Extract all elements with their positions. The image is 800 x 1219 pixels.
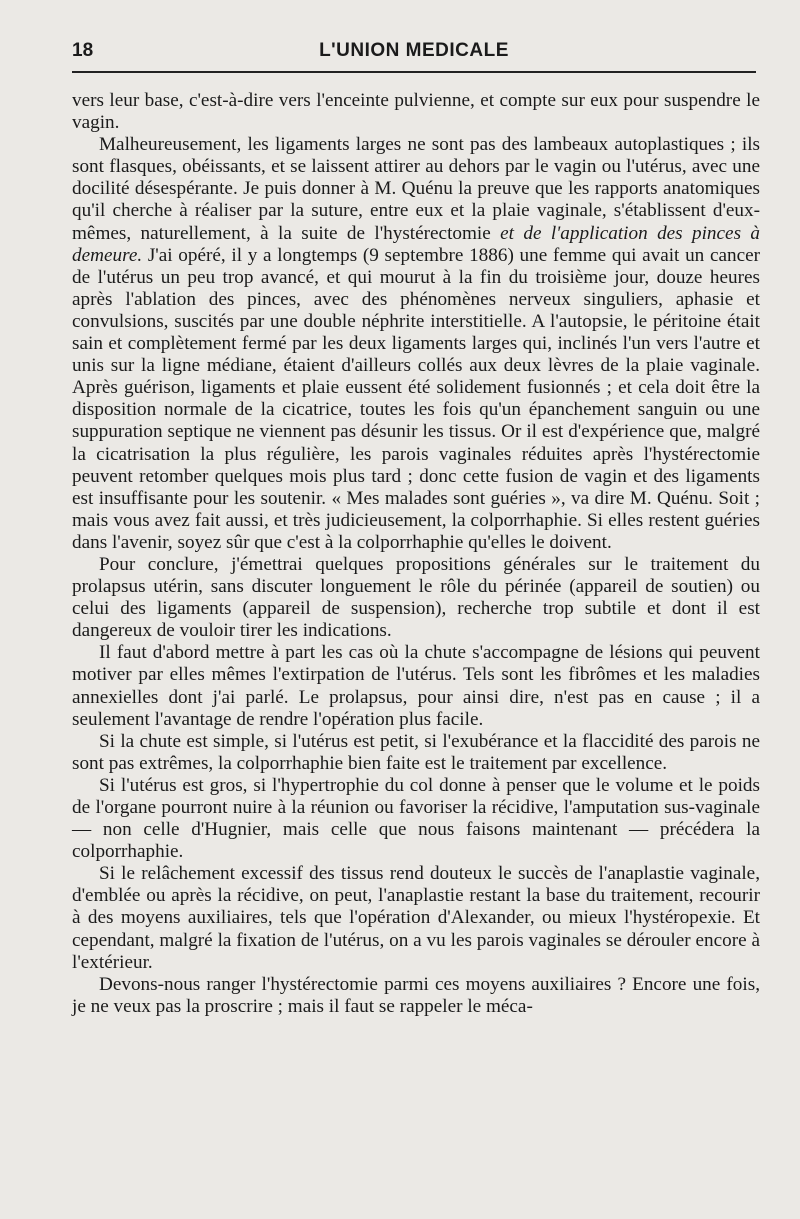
paragraph [72,863,760,973]
text-run: Pour conclure, j'émettrai quelques propositions générales sur le traitement du prolapsus utérin, sans discuter longuement le rôle du périnée (appareil de soutien) ou celui des ligaments (appareil de suspension), recherche trop subtile et dont il est dangereux de vouloir tirer les indications. [72,553,760,642]
text-run: Si le relâchement excessif des tissus rend douteux le succès de l'anaplastie vaginale, d'emblée ou après la récidive, on peut, l'anaplastie restant la base du traitement, recourir à des moyens auxiliaires, tels que l'opération d'Alexander, ou mieux l'hystéropexie. Et cependant, malgré la fixation de l'utérus, on a vu les parois vaginales se dérouler encore à l'extérieur. [72,863,760,973]
text-run: J'ai opéré, il y a longtemps (9 septembre 1886) une femme qui avait un cancer de l'utérus un peu trop avancé, et qui mourut à la fin du troisième jour, douze heures après l'ablation des pinces, avec des phénomènes nerveux singuliers, aphasie et convulsions, suscités par une double néphrite interstitielle. A l'autopsie, le péritoine était sain et complètement fermé par les deux ligaments larges qui, inclinés l'un vers l'autre et unis sur la ligne médiane, étaient d'ailleurs collés aux deux lèvres de la plaie vaginale. Après guérison, ligaments et plaie eussent été solidement fusionnés ; et cela doit être la disposition normale de la cicatrice, toutes les fois qu'un épanchement sanguin ou une suppuration septique ne viennent pas désunir les tissus. Or il est d'expérience que, malgré la cicatrisation la plus régulière, les parois vaginales réduites après l'hystérectomie peuvent retomber quelques mois plus tard ; donc cette fusion de vagin et des ligaments est insuffisante pour les soutenir. « Mes malades sont guéries », va dire M. Quénu. Soit ; mais vous avez fait aussi, et très judicieusement, la colporrhaphie. Si elles restent guéries dans l'avenir, soyez sûr que c'est à la colporrhaphie qu'elles le doivent. [72,244,760,553]
text-run: Il faut d'abord mettre à part les cas où la chute s'accompagne de lésions qui peuvent motiver par elles mêmes l'extirpation de l'utérus. Tels sont les fibrômes et les maladies annexielles dont j'ai parlé. Le prolapsus, pour ainsi dire, n'est pas en cause ; il a seulement l'avantage de rendre l'opération plus facile. [72,642,760,730]
paragraph [72,90,760,134]
paragraph [72,554,760,642]
text-run: Devons-nous ranger l'hystérectomie parmi ces moyens auxiliaires ? Encore une fois, je ne veux pas la proscrire ; mais il faut se rappeler le méca- [72,973,760,1017]
text-run: Si l'utérus est gros, si l'hypertrophie du col donne à penser que le volume et le poids de l'organe pourront nuire à la réunion ou favoriser la récidive, l'amputation sus-vaginale — non celle d'Hugnier, mais celle que nous faisons maintenant — précédera la colporrhaphie. [72,774,760,863]
body-text [72,90,760,1018]
page-number: 18 [72,40,94,61]
italic-text: et de l'application des pinces à demeure. [72,222,760,266]
paragraph [72,974,760,1018]
paragraph [72,731,760,775]
paragraph [72,775,760,863]
journal-title: L'UNION MEDICALE [319,40,509,61]
paragraph [72,134,760,554]
text-run: Malheureusement, les ligaments larges ne sont pas des lambeaux autoplastiques ; ils sont flasques, obéissants, et se laissent attirer au dehors par le vagin ou l'utérus, avec une docilité désespérante. Je puis donner à M. Quénu la preuve que les rapports anatomiques qu'il cherche à réaliser par la suture, entre eux et la plaie vaginale, s'établissent d'eux-mêmes, naturellement, à la suite de l'hystérectomie [72,134,760,244]
paragraph [72,642,760,730]
page-header [72,40,756,66]
header-rule [72,71,756,73]
text-run: vers leur base, c'est-à-dire vers l'enceinte pulvienne, et compte sur eux pour suspendre le vagin. [72,90,760,134]
text-run: Si la chute est simple, si l'utérus est petit, si l'exubérance et la flaccidité des parois ne sont pas extrêmes, la colporrhaphie bien faite est le traitement par excellence. [72,730,760,774]
